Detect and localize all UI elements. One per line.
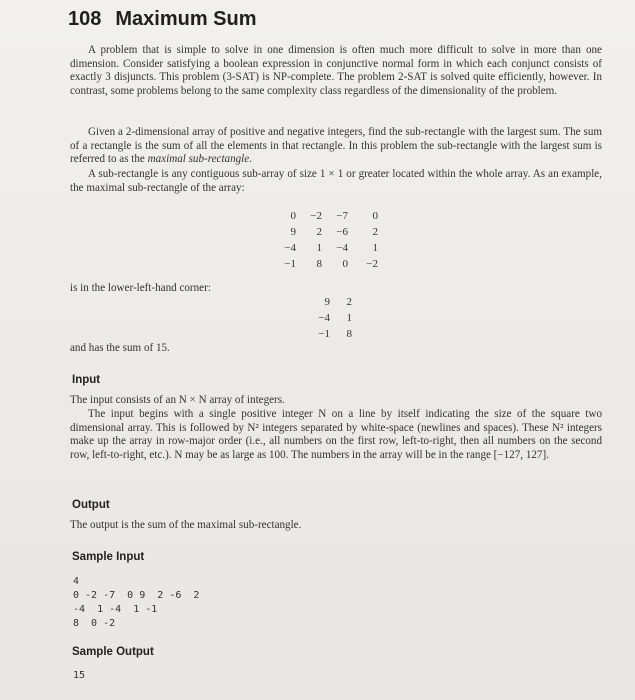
- array-cell: −6: [336, 226, 348, 238]
- example-array: [270, 208, 378, 272]
- array-row: [270, 256, 378, 272]
- sample-input-heading: Sample Input: [72, 551, 145, 563]
- sample-input-block: [73, 575, 199, 631]
- array-row: [302, 326, 352, 342]
- sample-output-line: 15: [73, 670, 86, 681]
- array-cell: −7: [336, 210, 348, 222]
- input-heading: Input: [72, 374, 101, 386]
- array-row: [270, 208, 378, 224]
- statement-text: Given a 2-dimensional array of positive and negative integers, find the sub-rectangle with the largest sum. The sum of a rectangle is the sum of all the elements in that rectangle. In this problem the sub-rectangle with the largest sum is referred to as the: [70, 126, 602, 166]
- intro-paragraph: A problem that is simple to solve in one dimension is often much more difficult to solve in more than one dimension. Consider satisfying a boolean expression in conjunctive normal form in which each conjunct consists of exactly 3 disjuncts. This problem (3-SAT) is NP-complete. The problem 2-SAT is solved quite efficiently, however. In contrast, some problems belong to the same complexity class regardless of the dimensionality of the problem.: [70, 44, 602, 97]
- array-cell: 0: [372, 210, 378, 222]
- array-cell: 2: [346, 296, 352, 308]
- problem-statement-paragraph: [70, 126, 602, 167]
- sample-input-line: 8 0 -2: [73, 618, 116, 629]
- array-cell: 2: [316, 226, 322, 238]
- array-cell: 9: [324, 296, 330, 308]
- sample-input-line: -4 1 -4 1 -1: [73, 604, 158, 615]
- maximal-sub-rectangle-term: maximal sub-rectangle: [147, 153, 250, 166]
- array-cell: −4: [318, 312, 330, 324]
- statement-end: .: [249, 153, 252, 166]
- subarray-paragraph: A sub-rectangle is any contiguous sub-array of size 1 × 1 or greater located within the whole array. As an example, the maximal sub-rectangle of the array:: [70, 168, 602, 194]
- array-cell: 0: [290, 210, 296, 222]
- output-heading: Output: [72, 499, 110, 511]
- array-cell: −4: [284, 242, 296, 254]
- sample-input-line: 0 -2 -7 0 9 2 -6 2: [73, 590, 200, 601]
- array-row: [302, 310, 352, 326]
- problem-number: 108: [68, 8, 102, 30]
- array-row: [270, 240, 378, 256]
- sample-output-block: [73, 669, 85, 683]
- array-cell: 9: [290, 226, 296, 238]
- sample-input-line: 4: [73, 576, 80, 587]
- array-row: [270, 224, 378, 240]
- array-cell: −2: [366, 258, 378, 270]
- output-description: The output is the sum of the maximal sub-rectangle.: [70, 519, 302, 531]
- array-cell: 8: [316, 258, 322, 270]
- input-description: The input begins with a single positive integer N on a line by itself indicating the size of the square two dimensional array. This is followed by N² integers separated by white-space (newlines and spaces). These N² integers make up the array in row-major order (i.e., all numbers on the first row, left-to-right, then all numbers on the second row, left-to-right, etc.). N may be as large as 100. The numbers in the array will be in the range [−127, 127].: [70, 408, 602, 461]
- array-cell: −1: [284, 258, 296, 270]
- sample-output-heading: Sample Output: [72, 646, 154, 658]
- array-cell: 8: [346, 328, 352, 340]
- array-cell: −1: [318, 328, 330, 340]
- array-cell: 1: [372, 242, 378, 254]
- input-summary: The input consists of an N × N array of integers.: [70, 394, 285, 406]
- array-cell: −4: [336, 242, 348, 254]
- array-row: [302, 294, 352, 310]
- page-title: [68, 8, 257, 31]
- array-cell: 2: [372, 226, 378, 238]
- sum-caption: and has the sum of 15.: [70, 342, 170, 354]
- maximal-sub-array: [302, 294, 352, 342]
- lower-left-caption: is in the lower-left-hand corner:: [70, 282, 211, 294]
- array-cell: −2: [310, 210, 322, 222]
- array-cell: 0: [342, 258, 348, 270]
- problem-title: Maximum Sum: [115, 8, 257, 30]
- array-cell: 1: [346, 312, 352, 324]
- array-cell: 1: [316, 242, 322, 254]
